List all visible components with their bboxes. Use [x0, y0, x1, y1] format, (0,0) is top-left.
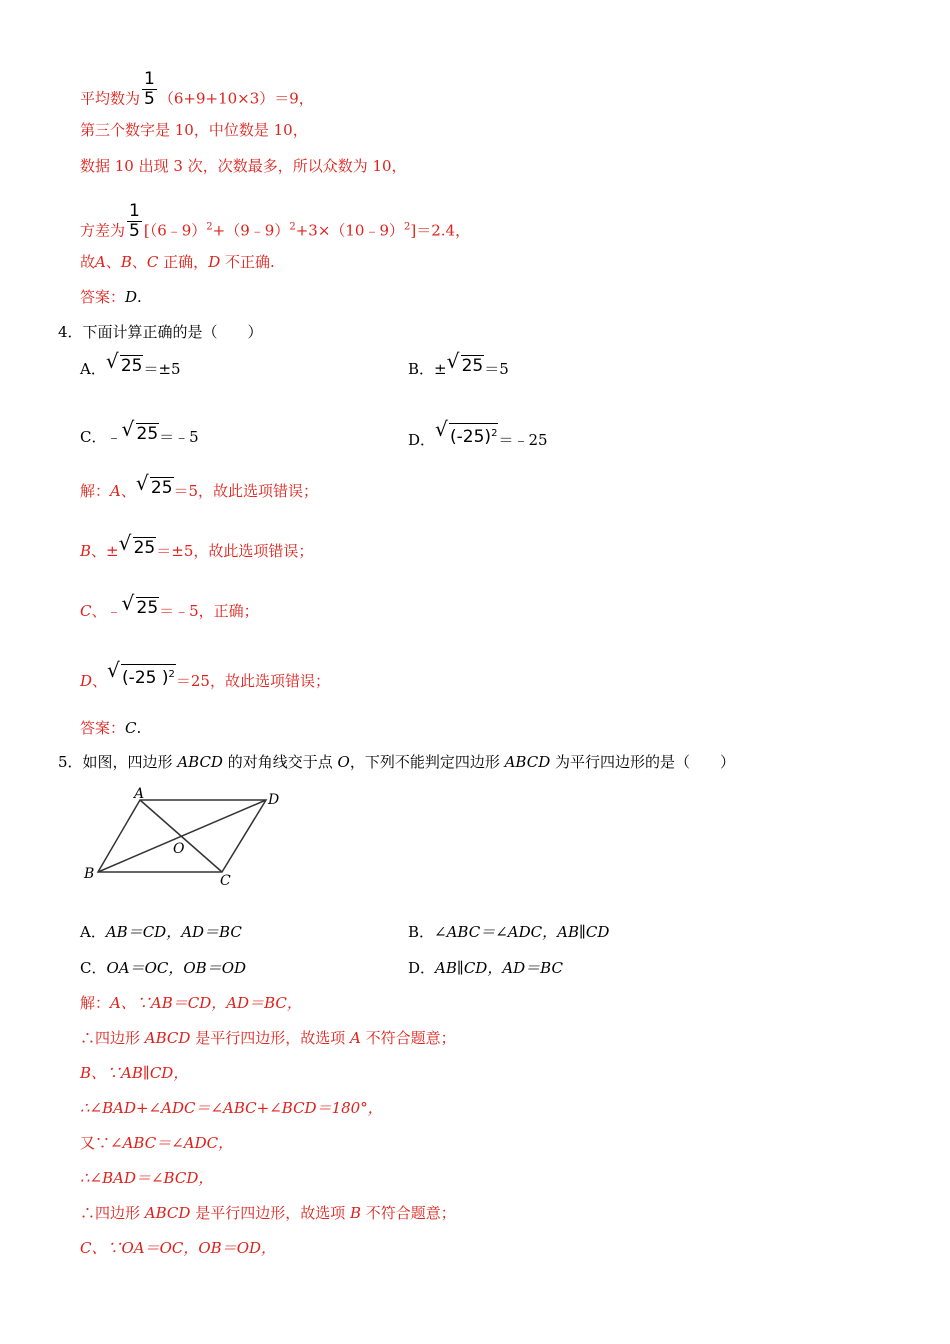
solution-text: ∠ABC＝∠ADC， — [110, 1134, 234, 1152]
stem-text: 为平行四边形的是（ ） — [550, 753, 736, 771]
radicand-base: (-25 ) — [122, 668, 169, 688]
radicand — [449, 423, 498, 447]
median-line: 第三个数字是 10，中位数是 10， — [80, 121, 308, 139]
option-label: D． — [408, 959, 436, 977]
vertex-label-d: D — [268, 792, 280, 808]
variance-exponent-2: 2 — [289, 221, 296, 233]
option-text: AB＝CD，AD＝BC — [105, 923, 242, 941]
answer-period: . — [137, 288, 142, 306]
option-label: D． — [408, 431, 436, 449]
point-name: O — [337, 753, 350, 771]
question-5-stem — [58, 752, 735, 772]
stem-text: 5．如图，四边形 — [58, 753, 178, 771]
diagonal-bd — [98, 800, 266, 872]
solution-text: 、∵AB＝CD，AD＝BC， — [120, 994, 302, 1012]
option-letter: C — [80, 602, 92, 620]
option-letter: D — [208, 253, 221, 271]
radicand: 25 — [136, 598, 159, 618]
solution-text: ＝5，故此选项错误； — [173, 482, 319, 500]
option-letter: A — [349, 1029, 361, 1047]
q4-option-c — [80, 417, 199, 447]
conclusion-line — [80, 252, 275, 272]
solution-text: ＝±5，故此选项错误； — [156, 542, 314, 560]
option-label: A． — [80, 360, 106, 378]
separator: 、 — [131, 253, 147, 271]
option-letter: A — [110, 994, 121, 1012]
separator: 、 — [120, 482, 136, 500]
minus-sign: ﹣ — [106, 428, 122, 446]
radicand: 25 — [120, 356, 143, 376]
exponent: 2 — [168, 669, 175, 680]
vertex-label-b: B — [84, 866, 95, 882]
option-label: C． — [80, 428, 107, 446]
conclusion-prefix: 故 — [80, 253, 96, 271]
option-text: OA＝OC，OB＝OD — [106, 959, 247, 977]
separator: 、﹣ — [91, 602, 122, 620]
sqrt-expression: √ 25 — [121, 591, 159, 618]
fraction-numerator: 1 — [129, 201, 140, 221]
quadrilateral-name: ABCD — [504, 753, 551, 771]
quadrilateral-name: ABCD — [144, 1029, 191, 1047]
vertex-label-a: A — [134, 786, 145, 802]
q5-option-a — [80, 922, 242, 942]
sqrt-expression: √ 25 — [121, 417, 159, 444]
mean-line — [80, 69, 314, 119]
variance-result: ]＝2.4， — [410, 221, 471, 240]
plus-minus-sign: ± — [434, 360, 447, 378]
variance-term-1: [（6﹣9） — [143, 221, 207, 240]
question-4-stem: 4．下面计算正确的是（ ） — [58, 323, 263, 341]
radicand-base: (-25) — [450, 427, 492, 447]
solution-label: 解： — [80, 994, 111, 1012]
option-rhs: ＝±5 — [143, 360, 181, 378]
q5-solution-line-2 — [80, 1028, 456, 1048]
conclusion-middle: 正确， — [158, 253, 209, 271]
fraction-denominator: 5 — [144, 89, 155, 109]
option-label: B． — [408, 923, 435, 941]
quadrilateral-name: ABCD — [144, 1204, 191, 1222]
variance-exponent-3: 2 — [404, 221, 411, 233]
q4-solution-a — [80, 471, 319, 501]
solution-text: 、∵OA＝OC，OB＝OD， — [91, 1239, 277, 1257]
variance-prefix: 方差为 — [80, 221, 126, 240]
option-rhs: ＝﹣25 — [498, 431, 548, 449]
variance-exponent-1: 2 — [206, 221, 213, 233]
option-letter: C — [80, 1239, 92, 1257]
variance-fraction — [127, 202, 142, 241]
option-letter: C — [146, 253, 159, 271]
answer-label: 答案： — [80, 288, 126, 306]
variance-term-2: +（9﹣9） — [212, 221, 290, 240]
solution-text: 是平行四边形，故选项 — [190, 1029, 350, 1047]
sqrt-expression: √ (-25 )$^2$ — [107, 658, 175, 688]
radicand: 25 — [136, 424, 159, 444]
q4-solution-b — [80, 531, 314, 561]
quadrilateral-name: ABCD — [177, 753, 223, 771]
answer-label: 答案： — [80, 719, 126, 737]
answer-period: . — [136, 719, 142, 737]
solution-text: 是平行四边形，故选项 — [190, 1204, 350, 1222]
radicand — [121, 664, 176, 688]
mean-expression: （6+9+10×3）＝9， — [158, 89, 314, 108]
option-rhs: ＝5 — [484, 360, 509, 378]
mode-line: 数据 10 出现 3 次，次数最多，所以众数为 10， — [80, 157, 407, 175]
center-label-o: O — [173, 841, 185, 857]
solution-text: 不符合题意； — [360, 1029, 456, 1047]
q5-option-c — [80, 958, 246, 978]
option-letter: B — [80, 1064, 92, 1082]
q5-solution-line-6: ∴∠BAD＝∠BCD， — [80, 1169, 214, 1187]
radicand: 25 — [461, 356, 484, 376]
q4-option-d — [408, 417, 548, 450]
stem-text: ，下列不能判定四边形 — [349, 753, 505, 771]
variance-term-3: +3×（10﹣9） — [295, 221, 405, 240]
variance-line — [80, 201, 471, 251]
q4-option-a — [80, 349, 181, 379]
solution-label: 解： — [80, 482, 111, 500]
sqrt-expression: √ $(-25)^2$ — [435, 417, 498, 447]
option-letter: A — [95, 253, 106, 271]
q4-option-b — [408, 349, 509, 379]
sqrt-expression: √ 25 — [105, 349, 143, 376]
q5-option-b — [408, 922, 609, 942]
option-label: C． — [80, 959, 107, 977]
radicand: 25 — [150, 478, 173, 498]
q5-solution-line-4: ∴∠BAD+∠ADC＝∠ABC+∠BCD＝180°， — [80, 1099, 383, 1117]
separator: 、 — [105, 253, 121, 271]
separator: 、 — [92, 672, 108, 690]
radicand: 25 — [133, 538, 156, 558]
q5-solution-line-5 — [80, 1133, 233, 1153]
q4-solution-c — [80, 591, 259, 621]
q5-solution-line-7 — [80, 1203, 456, 1223]
q5-solution-line-8 — [80, 1238, 276, 1258]
solution-text: 又∵ — [80, 1134, 111, 1152]
stem-text: 的对角线交于点 — [222, 753, 338, 771]
q5-option-d — [408, 958, 563, 978]
option-letter: B — [80, 542, 92, 560]
fraction-denominator: 5 — [129, 221, 140, 241]
solution-text: 不符合题意； — [361, 1204, 456, 1222]
conclusion-suffix: 不正确. — [220, 253, 275, 271]
answer-value: C — [125, 719, 137, 737]
option-letter: B — [349, 1204, 361, 1222]
q4-solution-d — [80, 658, 330, 691]
fraction-numerator: 1 — [144, 69, 155, 89]
parallelogram-figure — [76, 784, 296, 894]
option-label: A． — [80, 923, 106, 941]
solution-text: ∴四边形 — [80, 1204, 145, 1222]
option-text: AB∥CD，AD＝BC — [435, 959, 563, 977]
option-label: B． — [408, 360, 435, 378]
q5-solution-line-3 — [80, 1063, 188, 1083]
mean-prefix: 平均数为 — [80, 89, 141, 108]
solution-text: ＝﹣5，正确； — [159, 602, 259, 620]
sqrt-expression: √ 25 — [118, 531, 156, 558]
q3-answer — [80, 287, 142, 307]
option-rhs: ＝﹣5 — [159, 428, 199, 446]
sqrt-expression: √ 25 — [446, 349, 484, 376]
option-text: ∠ABC＝∠ADC，AB∥CD — [434, 923, 610, 941]
vertex-label-c: C — [220, 873, 231, 889]
solution-text: 、∵AB∥CD， — [91, 1064, 189, 1082]
mean-fraction — [142, 70, 157, 109]
solution-text: ＝25，故此选项错误； — [175, 672, 330, 690]
option-letter: B — [120, 253, 132, 271]
answer-value: D — [125, 288, 138, 306]
exponent: 2 — [491, 428, 498, 439]
sqrt-expression: √ 25 — [135, 471, 173, 498]
q4-answer — [80, 718, 141, 738]
solution-text: ∴四边形 — [80, 1029, 145, 1047]
q5-solution-line-1 — [80, 993, 302, 1013]
option-letter: D — [80, 672, 93, 690]
separator: 、± — [91, 542, 119, 560]
option-letter: A — [110, 482, 121, 500]
